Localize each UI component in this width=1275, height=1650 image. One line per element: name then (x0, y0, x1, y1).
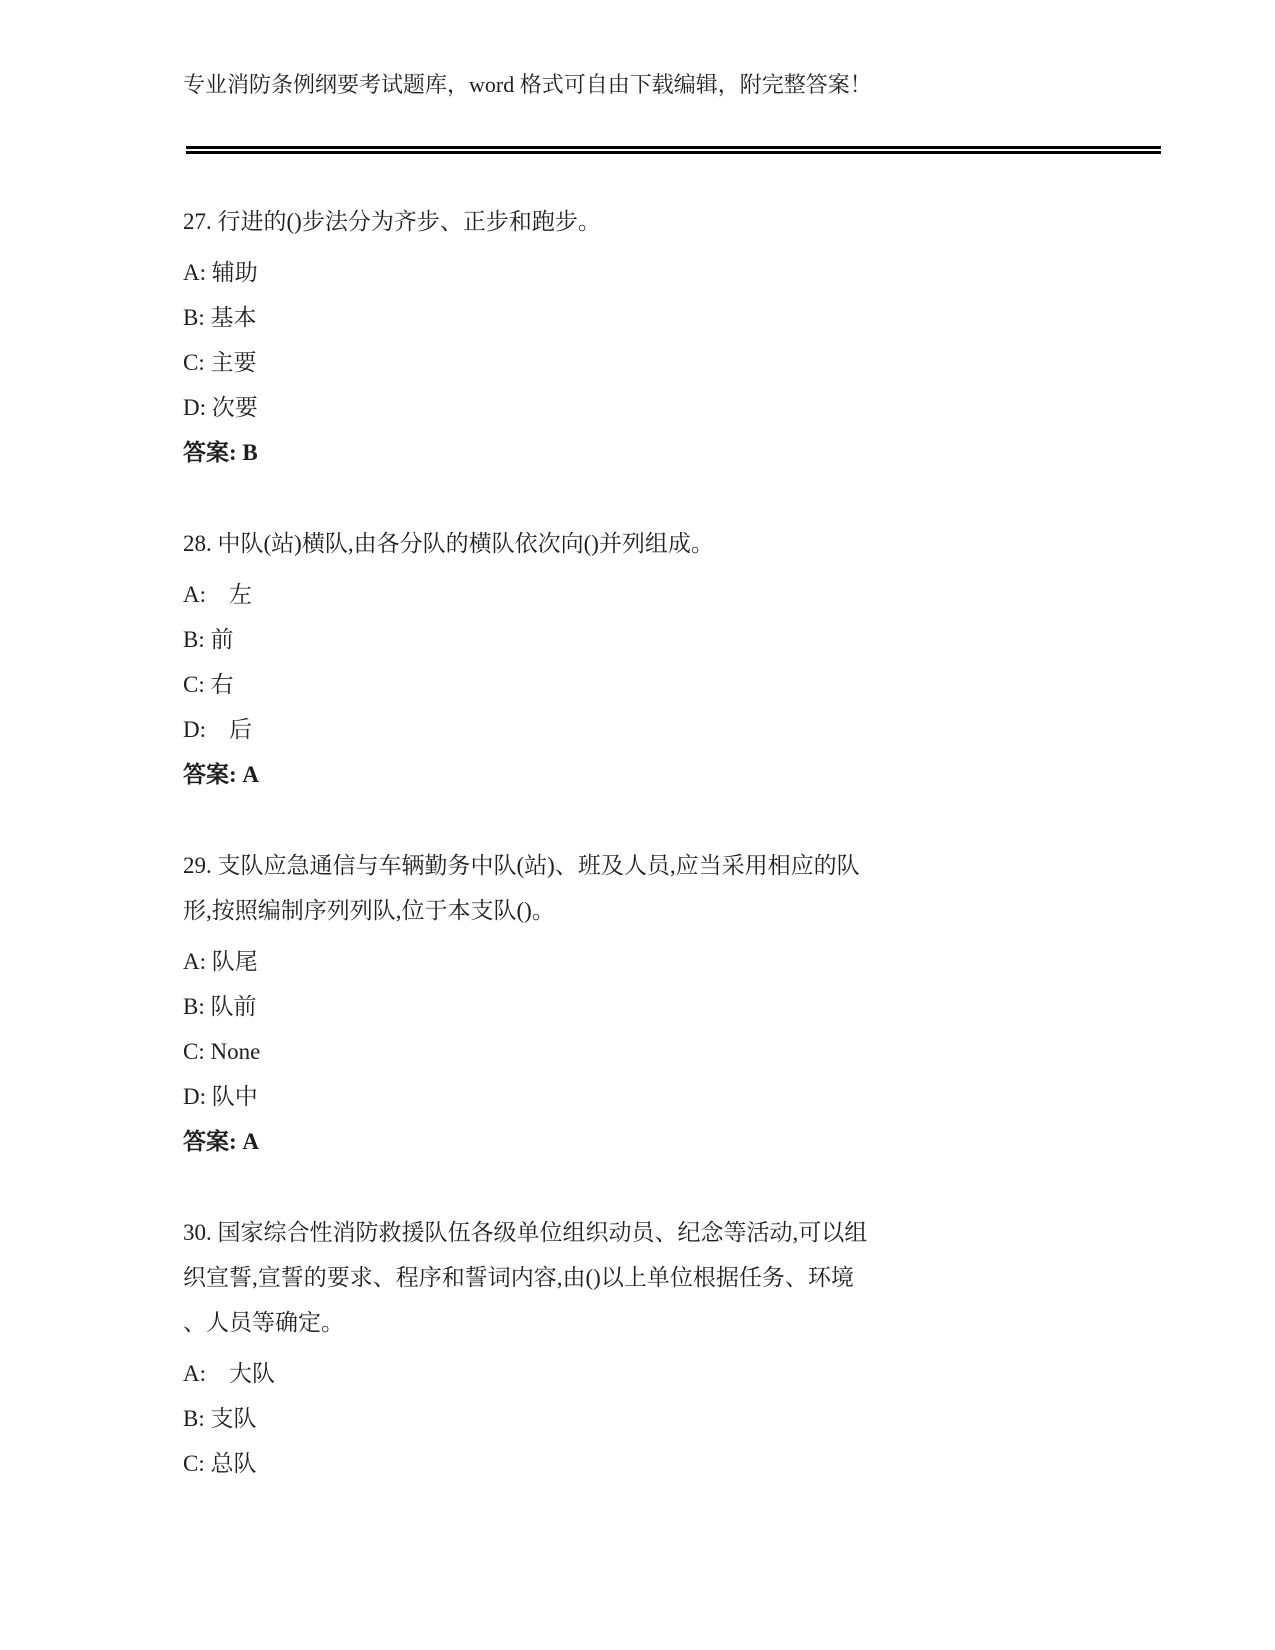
question-block-29 (183, 843, 1143, 1164)
option-c: C: 右 (183, 672, 234, 697)
option-c: C: None (183, 1039, 261, 1064)
option-a: A: 队尾 (183, 949, 258, 974)
answer-line: 答案: A (183, 762, 260, 787)
option-c: C: 主要 (183, 350, 257, 375)
options-group (183, 1351, 1143, 1486)
question-text: 29. 支队应急通信与车辆勤务中队(站)、班及人员,应当采用相应的队 (183, 853, 860, 878)
option-b: B: 支队 (183, 1406, 257, 1431)
answer-line: 答案: A (183, 1129, 260, 1154)
options-group (183, 572, 1143, 752)
question-block-27 (183, 199, 1143, 475)
question-text: 28. 中队(站)横队,由各分队的横队依次向()并列组成。 (183, 531, 714, 556)
question-text: 织宣誓,宣誓的要求、程序和誓词内容,由()以上单位根据任务、环境 (183, 1265, 854, 1290)
question-text: 形,按照编制序列列队,位于本支队()。 (183, 898, 555, 923)
option-d: D: 次要 (183, 395, 258, 420)
question-text: 30. 国家综合性消防救援队伍各级单位组织动员、纪念等活动,可以组 (183, 1220, 868, 1245)
question-text: 、人员等确定。 (183, 1310, 344, 1335)
questions-section (183, 154, 1143, 1486)
question-block-30 (183, 1210, 1143, 1486)
option-a: A: 辅助 (183, 260, 258, 285)
option-b: B: 前 (183, 627, 234, 652)
answer-line: 答案: B (183, 440, 258, 465)
option-d: D: 后 (183, 717, 252, 742)
option-a: A: 大队 (183, 1361, 275, 1386)
option-d: D: 队中 (183, 1084, 258, 1109)
option-a: A: 左 (183, 582, 252, 607)
question-text: 27. 行进的()步法分为齐步、正步和跑步。 (183, 209, 601, 234)
options-group (183, 250, 1143, 430)
question-block-28 (183, 521, 1143, 797)
options-group (183, 939, 1143, 1119)
page-header (183, 0, 1163, 154)
header-title: 专业消防条例纲要考试题库，word 格式可自由下载编辑，附完整答案！ (183, 72, 872, 97)
header-divider (186, 146, 1161, 154)
option-b: B: 基本 (183, 305, 257, 330)
option-b: B: 队前 (183, 994, 257, 1019)
option-c: C: 总队 (183, 1451, 257, 1476)
